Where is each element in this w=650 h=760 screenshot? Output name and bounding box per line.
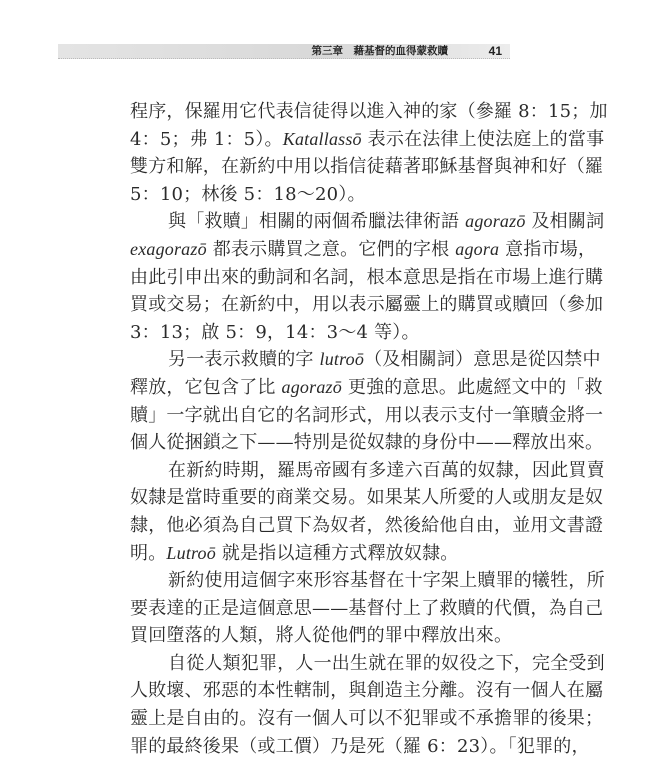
text-segment: 罪的最終後果（或工價）乃是死（羅 6：23）。「犯罪的，	[130, 735, 590, 757]
text-segment: 人敗壞、邪惡的本性轄制，與創造主分離。沒有一個人在屬	[130, 680, 604, 702]
text-segment: 及相關詞	[525, 211, 605, 233]
text-segment: 4：5；弗 1：5）。	[130, 128, 283, 150]
text-line	[130, 429, 604, 457]
chapter-title: 第三章 藉基督的血得蒙救贖	[311, 45, 448, 57]
text-line	[130, 677, 604, 705]
text-line	[130, 236, 597, 264]
text-line	[130, 264, 604, 292]
text-segment: 雙方和解，在新約中用以指信徒藉著耶穌基督與神和好（羅	[130, 156, 604, 178]
text-segment: 表示在法律上使法庭上的當事	[361, 128, 605, 150]
text-line	[130, 540, 549, 568]
page-number: 41	[488, 44, 502, 58]
text-line	[130, 374, 603, 402]
text-line	[130, 484, 604, 512]
greek-term: agora	[455, 238, 500, 259]
text-segment: 奴隸是當時重要的商業交易。如果某人所愛的人或朋友是奴	[130, 487, 604, 509]
text-segment: 都表示購買之意。它們的字根	[206, 238, 456, 260]
text-segment: 釋放，它包含了比	[130, 376, 282, 398]
text-segment: 隸，他必須為自己買下為奴者，然後給他自由，並用文書證	[130, 514, 604, 536]
greek-term: exagorazō	[130, 238, 207, 259]
text-segment: 要表達的正是這個意思——基督付上了救贖的代價，為自己	[130, 597, 604, 619]
greek-term: Lutroō	[166, 542, 216, 563]
text-segment: 更強的意思。此處經文中的「救	[341, 376, 603, 398]
text-line	[130, 208, 605, 236]
text-segment: 意指市場，	[499, 238, 597, 260]
text-line	[130, 346, 601, 374]
text-segment: （及相關詞）意思是從囚禁中	[364, 349, 601, 371]
text-segment: 另一表示救贖的字	[168, 349, 320, 371]
text-segment: 贖」一字就出自它的名詞形式，用以表示支付一筆贖金將一	[130, 404, 604, 426]
text-segment: 個人從捆鎖之下——特別是從奴隸的身份中——釋放出來。	[130, 432, 604, 454]
greek-term: agorazō	[281, 376, 342, 397]
text-segment: 就是指以這種方式釋放奴隸。	[215, 542, 459, 564]
text-segment: 自從人類犯罪，人一出生就在罪的奴役之下，完全受到	[168, 652, 605, 674]
text-segment: 3：13；啟 5：9，14：3～4 等）。	[130, 321, 420, 343]
greek-term: lutroō	[319, 349, 365, 370]
text-line	[130, 622, 549, 650]
text-segment: 5：10；林後 5：18～20）。	[130, 183, 366, 205]
text-segment: 明。	[130, 542, 167, 564]
text-segment: 買或交易；在新約中，用以表示屬靈上的購買或贖回（參加	[130, 294, 604, 316]
greek-term: Katallassō	[282, 128, 362, 149]
text-line	[130, 181, 549, 209]
text-line	[130, 567, 605, 595]
text-line	[130, 153, 604, 181]
text-line	[130, 402, 604, 430]
text-line	[130, 98, 608, 126]
running-header	[58, 44, 510, 59]
text-segment: 與「救贖」相關的兩個希臘法律術語	[168, 211, 466, 233]
text-segment: 在新約時期，羅馬帝國有多達六百萬的奴隸，因此買賣	[168, 459, 605, 481]
text-line	[130, 319, 549, 347]
text-line	[130, 457, 605, 485]
text-line	[130, 705, 604, 733]
text-segment: 買回墮落的人類，將人從他們的罪中釋放出來。	[130, 625, 513, 647]
text-line	[130, 291, 604, 319]
text-segment: 程序，保羅用它代表信徒得以進入神的家（參羅 8：15；加	[130, 101, 608, 122]
text-segment: 新約使用這個字來形容基督在十字架上贖罪的犧牲，所	[168, 570, 605, 592]
text-line	[130, 650, 605, 678]
body-text	[130, 98, 608, 760]
text-segment: 靈上是自由的。沒有一個人可以不犯罪或不承擔罪的後果；	[130, 708, 604, 730]
text-line	[130, 512, 604, 540]
text-line	[130, 126, 605, 154]
greek-term: agorazō	[465, 211, 526, 232]
text-line	[130, 595, 604, 623]
text-segment: 由此引申出來的動詞和名詞，根本意思是指在市場上進行購	[130, 266, 604, 288]
text-line	[130, 733, 590, 760]
